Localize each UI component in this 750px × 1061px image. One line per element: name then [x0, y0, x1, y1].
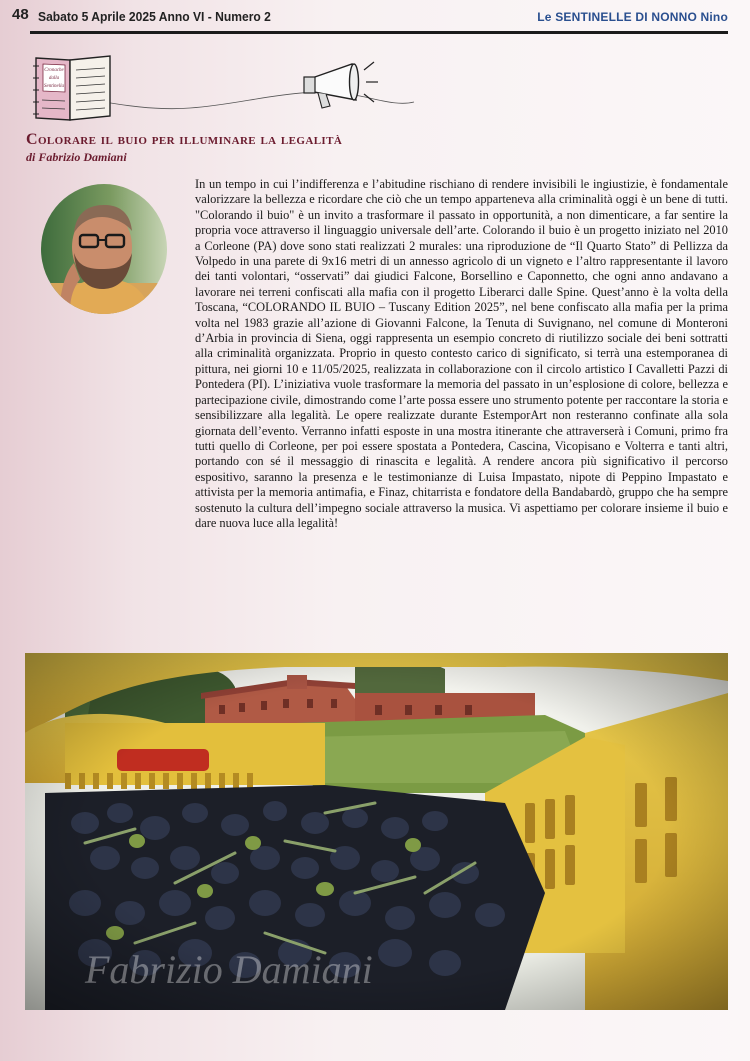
- photo-watermark: Fabrizio Damiani: [85, 947, 373, 992]
- article-body: In un tempo in cui l’indifferenza e l’abitudine rischiano di rendere invisibili le ingiustizie, è fondamentale valorizzare la bellezza e ricordare che ciò che un tempo apparteneva alla criminalità oggi è un bene di tutti. "Colorando il buio" è un invito a trasformare il passato in opportunità, a non dimenticare, a far sentire la propria voce attraverso il linguaggio universale dell’arte. Colorando il buio è un progetto iniziato nel 2010 a Corleone (PA) dove sono stati realizzati 2 murales: una riproduzione de “Il Quarto Stato” di Pellizza da Volpedo in una parete di 9x16 metri di un annesso agricolo di un vigneto e l’altro rappresentante il lavoro dei tanti volontari, “osservati” dai giudici Falcone, Borsellino e Caponnetto, che ogni anno andavano a lavorare nei terreni confiscati alla mafia con il progetto Liberarci dalle Spine. Quest’anno è la volta della Toscana, “COLORANDO IL BUIO – Tuscany Edition 2025”, nel bene confiscato alla mafia per la prima volta nel 1983 grazie all’azione di Giovanni Falcone, la Tenuta di Suvignano, nel comune di Monteroni d’Arbia in provincia di Siena, oggi rappresenta un esempio concreto di riutilizzo sociale dei beni sottratti alla criminalità organizzata. Proprio in questo contesto carico di significato, si terrà una estemporanea di pittura, nei giorni 10 e 11/05/2025, realizzata in collaborazione con il circolo artistico I Cavalletti Pazzi di Pontedera (PI). L’iniziativa vuole trasformare la memoria del passato in un’esplosione di colore, bellezza e partecipazione civile, dimostrando come l’arte possa essere uno strumento potente per raccontare la storia e sensibilizzare alla legalità. Le opere realizzate durante EstemporArt non resteranno confinate alla sola giornata dell’evento. Verranno infatti esposte in una mostra itinerante che attraverserà i Comuni, primo fra tutti quello di Corleone, per poi essere spostata a Pontedera, Cascina, Vicopisano e Volterra e tanti altri, portando con sé il messaggio di rinascita e legalità. A rendere ancora più significativo il percorso espositivo, saranno la presenza e le testimonianze di Luisa Impastato, nipote di Peppino Impastato e attivista per la memoria antimafia, e Finaz, chitarrista e fondatore della Bandabardò, gruppo che ha sempre sostenuto la cultura dell’impegno sociale attraverso la musica. Vi aspettiamo per colorare insieme il buio e dare nuova luce alla legalità!: [195, 177, 728, 530]
- article-byline: di Fabrizio Damiani: [26, 150, 127, 164]
- page-header: [0, 0, 750, 36]
- svg-text:Cronache: Cronache: [44, 68, 64, 73]
- header-rule: [30, 31, 728, 34]
- header-illustration: [30, 48, 420, 128]
- open-book-icon: [33, 56, 110, 120]
- masthead: Le SENTINELLE DI NONNO Nino: [537, 10, 728, 24]
- article-title: Colorare il buio per illuminare la legalità: [26, 131, 343, 148]
- olive-crate-photo: [25, 653, 728, 1010]
- megaphone-icon: [304, 62, 378, 108]
- svg-text:dalla: dalla: [48, 76, 60, 81]
- page-number: 48: [12, 6, 29, 23]
- svg-text:Sentinella: Sentinella: [44, 84, 64, 89]
- issue-line: Sabato 5 Aprile 2025 Anno VI - Numero 2: [38, 9, 271, 24]
- author-avatar: [40, 183, 168, 315]
